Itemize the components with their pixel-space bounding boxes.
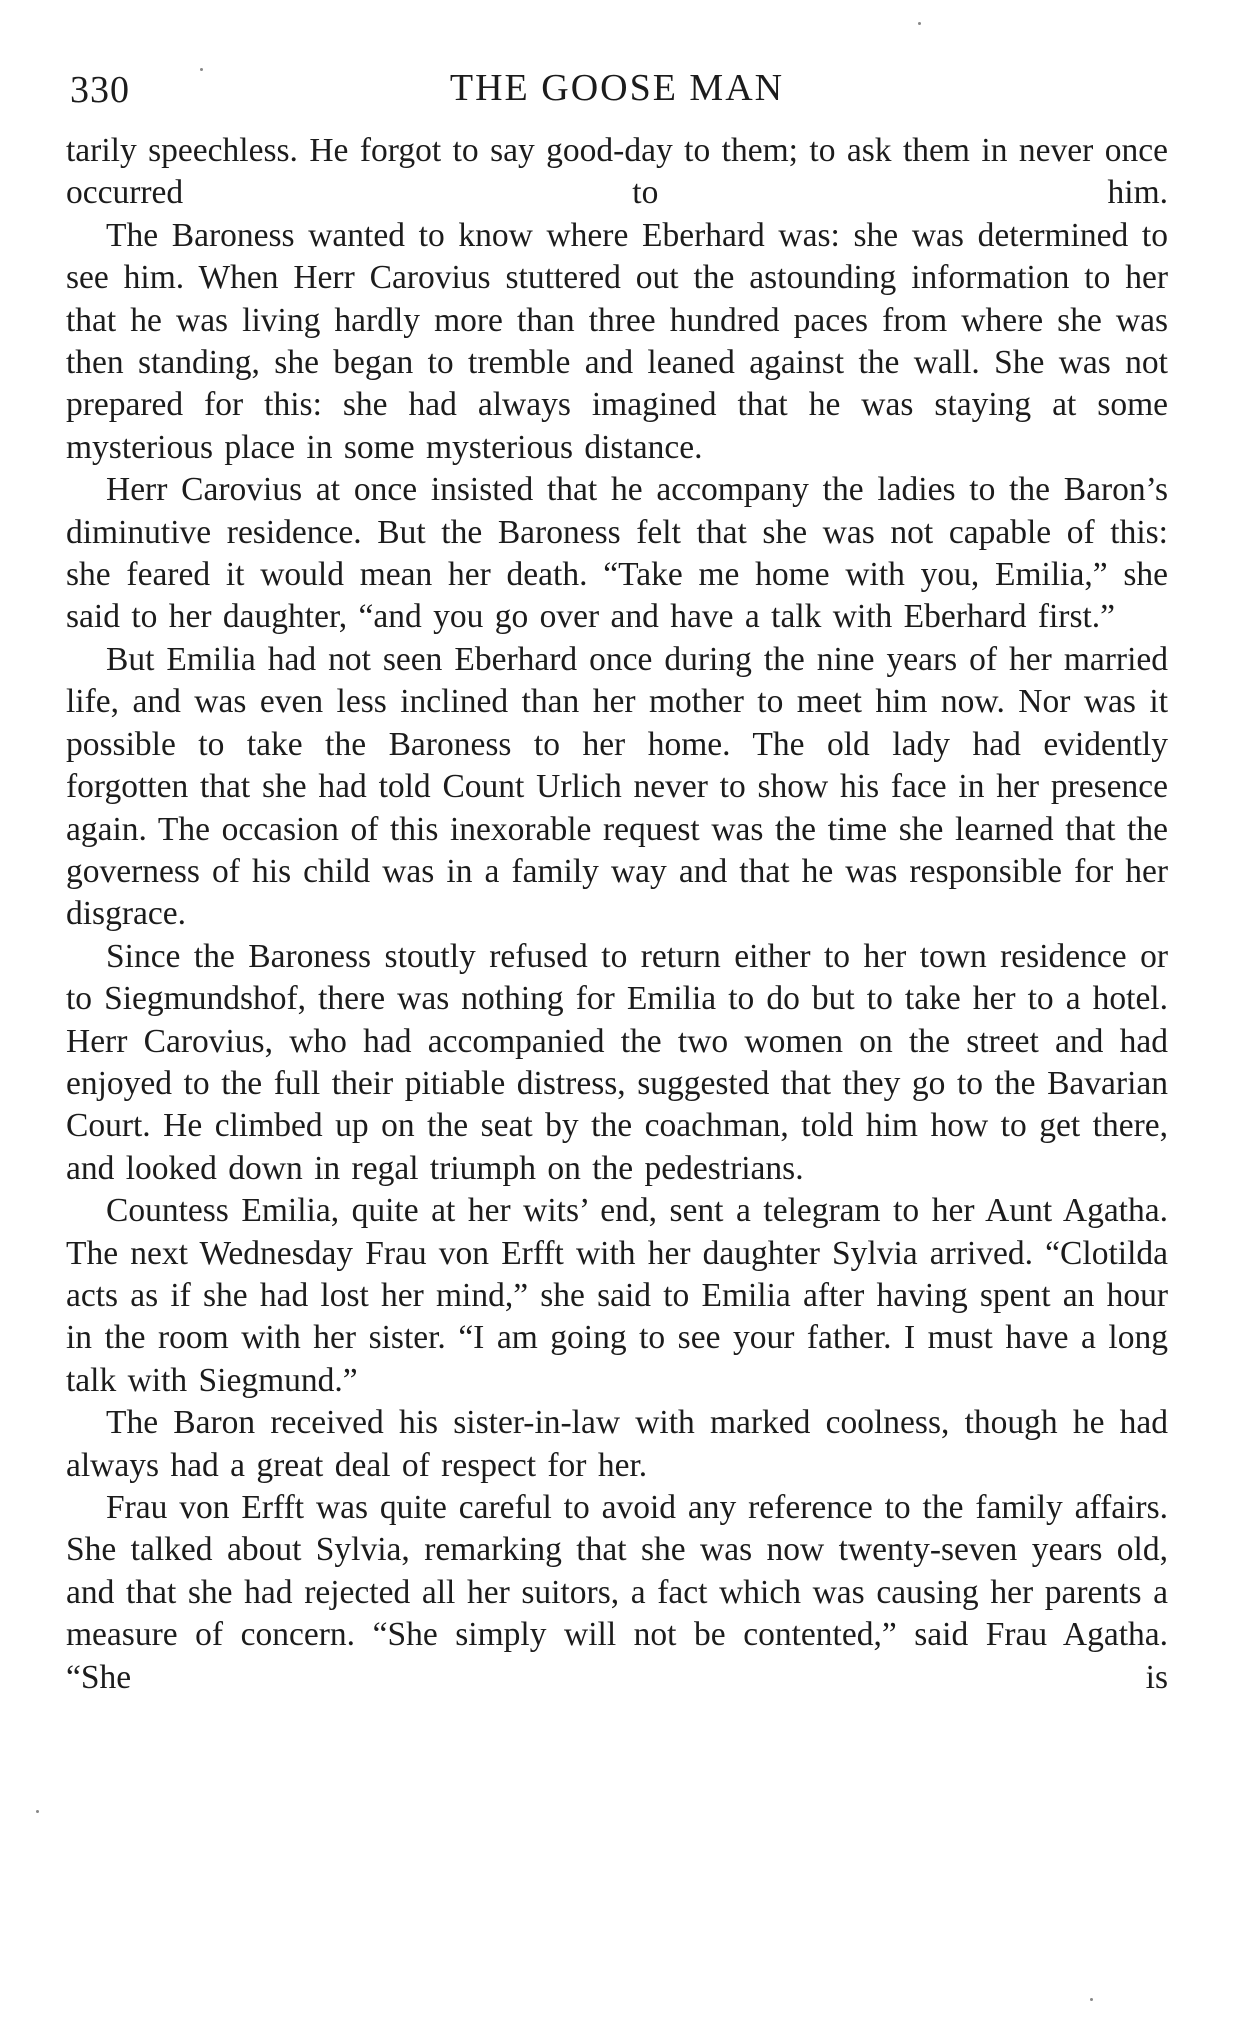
paragraph: Herr Carovius at once insisted that he accompany the ladies to the Baron’s diminutive residence. But the Baroness felt that she was not capable of this: she feared it would mean her death. “Take me home with you, Emilia,” she said to her daughter, “and you go over and have a talk with Eberhard first.” bbox=[66, 471, 1168, 636]
running-head bbox=[66, 60, 1168, 130]
body-text bbox=[66, 130, 1168, 1699]
paragraph: The Baroness wanted to know where Eberhard was: she was determined to see him. When Herr Carovius stuttered out the astounding information to her that he was living hardly more than three hundred paces from where she was then standing, she began to tremble and leaned against the wall. She was not prepared for this: she had always imagined that he was staying at some mysterious place in some mysterious distance. bbox=[66, 216, 1168, 466]
running-title: THE GOOSE MAN bbox=[449, 67, 785, 109]
scan-speck bbox=[1090, 1998, 1093, 2001]
paragraph: Since the Baroness stoutly refused to return either to her town residence or to Siegmundshof, there was nothing for Emilia to do but to take her to a hotel. Herr Carovius, who had accompanied the two women on the street and had enjoyed to the full their pitiable distress, suggested that they go to the Bavarian Court. He climbed up on the seat by the coachman, told him how to get there, and looked down in regal triumph on the pedestrians. bbox=[66, 937, 1168, 1187]
paragraph: Countess Emilia, quite at her wits’ end, sent a telegram to her Aunt Agatha. The next Wednesday Frau von Erfft with her daughter Sylvia arrived. “Clotilda acts as if she had lost her mind,” she said to Emilia after having spent an hour in the room with her sister. “I am going to see your father. I must have a long talk with Siegmund.” bbox=[66, 1192, 1168, 1399]
page-number: 330 bbox=[70, 69, 130, 111]
paragraph: But Emilia had not seen Eberhard once during the nine years of her married life, and was even less inclined than her mother to meet him now. Nor was it possible to take the Baroness to her home. The old lady had evidently forgotten that she had told Count Urlich never to show his face in her presence again. The occasion of this inexorable request was the time she learned that the governess of his child was in a family way and that he was responsible for her disgrace. bbox=[66, 640, 1168, 933]
scan-speck bbox=[36, 1810, 39, 1813]
book-page bbox=[66, 60, 1168, 1699]
paragraph: tarily speechless. He forgot to say good-day to them; to ask them in never once occurred to him. bbox=[66, 132, 1168, 212]
scan-speck bbox=[918, 22, 921, 25]
paragraph: The Baron received his sister-in-law with marked coolness, though he had always had a great deal of respect for her. bbox=[66, 1404, 1168, 1484]
paragraph: Frau von Erfft was quite careful to avoid any reference to the family affairs. She talked about Sylvia, remarking that she was now twenty-seven years old, and that she had rejected all her suitors, a fact which was causing her parents a measure of concern. “She simply will not be contented,” said Frau Agatha. “She is bbox=[66, 1489, 1168, 1696]
scan-speck bbox=[200, 68, 203, 71]
